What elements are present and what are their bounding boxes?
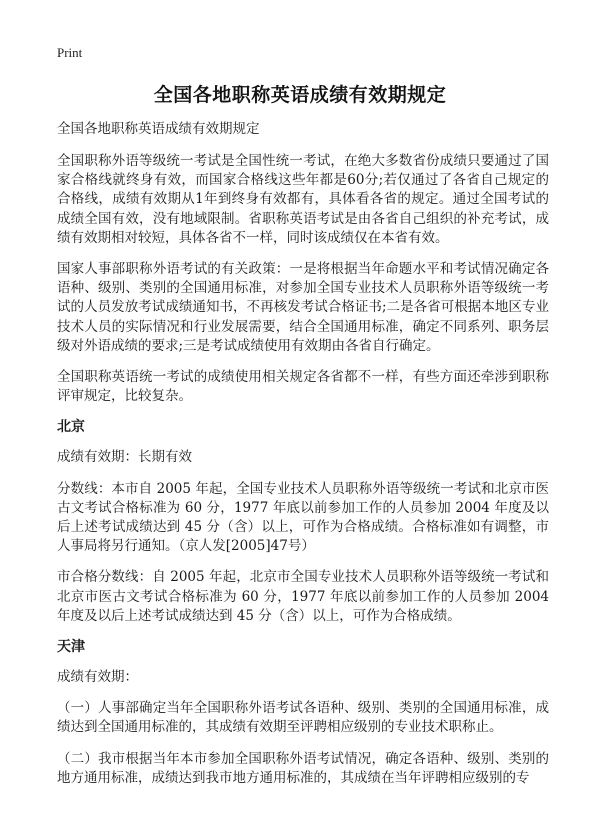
print-link[interactable]: Print <box>57 45 83 60</box>
beijing-paragraph: 成绩有效期：长期有效 <box>57 449 192 466</box>
beijing-paragraph: 市合格分数线：自 2005 年起，北京市全国专业技术人员职称外语等级统一考试和北京市医古文考试合格标准为 60 分，1977 年底以前参加工作的人员参加 2004 年度及以后上述考试成绩达到 45 分（含）以上，可作为合格成绩。 <box>57 569 549 624</box>
document-subtitle: 全国各地职称英语成绩有效期规定 <box>57 121 260 137</box>
tianjin-paragraph: （一）人事部确定当年全国职称外语考试各语种、级别、类别的全国通用标准，成绩达到全国通用标准的，其成绩有效期至评聘相应级别的专业技术职称止。 <box>57 700 549 736</box>
section-heading-beijing: 北京 <box>57 419 85 436</box>
document-body <box>57 120 549 800</box>
beijing-paragraph: 分数线：本市自 2005 年起，全国专业技术人员职称外语等级统一考试和北京市医古文考试合格标准为 60 分，1977 年底以前参加工作的人员参加 2004 年度及以后上述考试成绩达到 45 分（含）以上，可作为合格成绩。合格标准如有调整，市人事局将另行通知。（京人发[2005]47号） <box>57 480 549 555</box>
tianjin-paragraph: 成绩有效期： <box>57 669 138 686</box>
intro-paragraph: 全国职称英语统一考试的成绩使用相关规定各省都不一样，有些方面还牵涉到职称评审规定，比较复杂。 <box>57 369 549 405</box>
tianjin-paragraph: （二）我市根据当年本市参加全国职称外语考试情况，确定各语种、级别、类别的地方通用标准，成绩达到我市地方通用标准的，其成绩在当年评聘相应级别的专 <box>57 750 549 786</box>
intro-paragraph: 全国职称外语等级统一考试是全国性统一考试，在绝大多数省份成绩只要通过了国家合格线就终身有效，而国家合格线这些年都是60分;若仅通过了各省自己规定的合格线，成绩有效期从1年到终身有效都有，具体看各省的规定。通过全国考试的成绩全国有效，没有地域限制。省职称英语考试是由各省自己组织的补充考试，成绩有效期相对较短，具体各省不一样，同时该成绩仅在本省有效。 <box>57 153 549 246</box>
section-heading-tianjin: 天津 <box>57 639 85 656</box>
intro-paragraph: 国家人事部职称外语考试的有关政策：一是将根据当年命题水平和考试情况确定各语种、级别、类别的全国通用标准，对参加全国专业技术人员职称外语等级统一考试的人员发放考试成绩通知书，不再核发考试合格证书;二是各省可根据本地区专业技术人员的实际情况和行业发展需要，结合全国通用标准，确定不同系列、职务层级对外语成绩的要求;三是考试成绩使用有效期由各省自行确定。 <box>57 261 549 354</box>
page-title: 全国各地职称英语成绩有效期规定 <box>153 84 447 106</box>
